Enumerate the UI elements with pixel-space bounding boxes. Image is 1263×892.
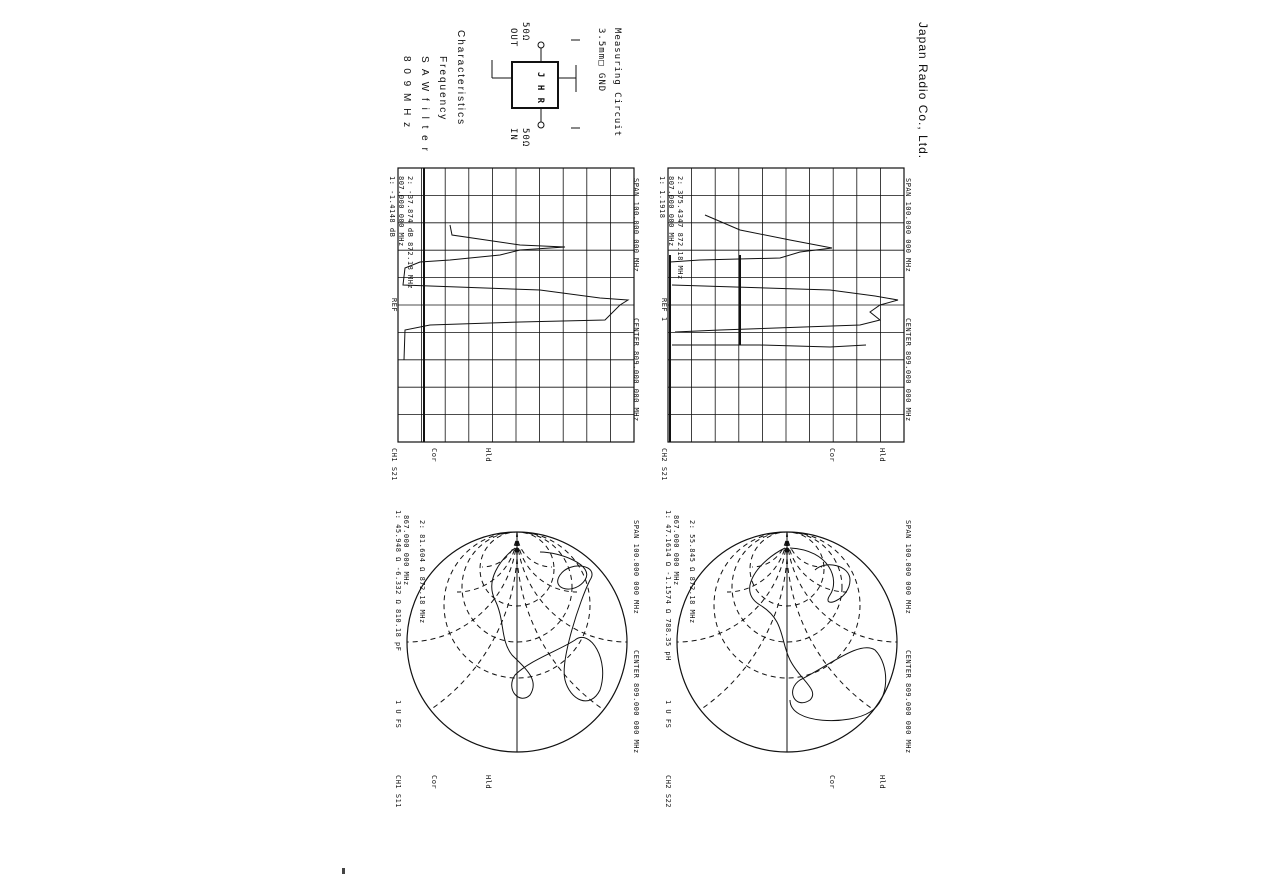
rect-top-ref: REF (390, 298, 398, 313)
rect-plot-s21-log (398, 168, 634, 442)
smith-top-cor: Cor (430, 775, 438, 790)
smith-top-marker2: 2: 81.604 Ω 872.18 MHz (418, 520, 426, 624)
smith-top-hld: Hld (484, 775, 492, 790)
rect-top-hld: Hld (484, 448, 492, 463)
rect-top-marker-readout: 1: -1.4148 dB (388, 176, 396, 238)
circuit-out-label: OUT (508, 28, 518, 48)
smith-bottom-span: SPAN 100.000 000 MHz (904, 520, 912, 615)
smith-chart-s11 (407, 532, 627, 752)
circuit-caption: Measuring Circuit (612, 28, 622, 138)
rect-bottom-span: SPAN 100.000 000 MHz (904, 178, 912, 273)
smith-bottom-center: CENTER 809.000 000 MHz (904, 650, 912, 754)
title-line-1: 8 0 9 M H z (401, 56, 412, 130)
rect-bottom-marker-freq: 807.000 000 MHz (667, 176, 675, 247)
smith-bottom-marker2: 2: 55.845 Ω 872.18 MHz (688, 520, 696, 624)
rect-top-center: CENTER 809.000 000 MHz (632, 318, 640, 422)
smith-bottom-marker-readout: 1: 47.1614 Ω -1.1574 Ω 788.35 pH (664, 510, 672, 661)
smith-top-scale: 1 U FS (394, 700, 402, 729)
rect-bottom-cor: Cor (828, 448, 836, 463)
rect-top-channel: CH1 S21 (390, 448, 398, 482)
circuit-gnd-label: 3.5mm□ GND (596, 28, 606, 93)
rect-plot-s21-swr (668, 168, 904, 442)
smith-bottom-scale: 1 U FS (664, 700, 672, 729)
rect-bottom-channel: CH2 S21 (660, 448, 668, 482)
smith-bottom-channel: CH2 S22 (664, 775, 672, 809)
rect-bottom-marker2: 2: 375.4347 872.18 MHz (676, 176, 684, 280)
smith-bottom-hld: Hld (878, 775, 886, 790)
circuit-out-impedance: 50Ω (520, 22, 530, 42)
rect-bottom-hld: Hld (878, 448, 886, 463)
circuit-in-impedance: 50Ω (520, 128, 530, 148)
smith-top-span: SPAN 100.000 000 MHz (632, 520, 640, 615)
rect-bottom-ref: REF 1 (660, 298, 668, 322)
title-line-2: S A W f i l t e r (419, 56, 430, 153)
scan-mark (342, 868, 345, 874)
rect-bottom-marker-readout: 1: 1.1918 (658, 176, 666, 219)
circuit-in-label: IN (508, 128, 518, 141)
rect-top-marker-freq: 807.000 000 MHz (397, 176, 405, 247)
rect-top-cor: Cor (430, 448, 438, 463)
smith-bottom-marker-freq: 867.000 000 MHz (672, 515, 680, 586)
circuit-chip-label: J H R (535, 72, 545, 105)
rect-bottom-center: CENTER 809.000 000 MHz (904, 318, 912, 422)
title-line-3: Frequency (437, 56, 448, 122)
smith-top-center: CENTER 809.000 000 MHz (632, 650, 640, 754)
smith-top-marker-readout: 1: 45.948 Ω -6.332 Ω 810.18 pF (394, 510, 402, 652)
smith-bottom-cor: Cor (828, 775, 836, 790)
smith-chart-s22 (677, 532, 897, 752)
rect-top-span: SPAN 100.000 000 MHz (632, 178, 640, 273)
rect-top-marker2: 2: -37.874 dB 872.18 MHz (406, 176, 414, 290)
smith-top-marker-freq: 867.000 000 MHz (402, 515, 410, 586)
company-name: Japan Radio Co., Ltd. (916, 22, 930, 160)
smith-top-channel: CH1 S11 (394, 775, 402, 809)
title-line-4: Characteristics (455, 30, 466, 127)
